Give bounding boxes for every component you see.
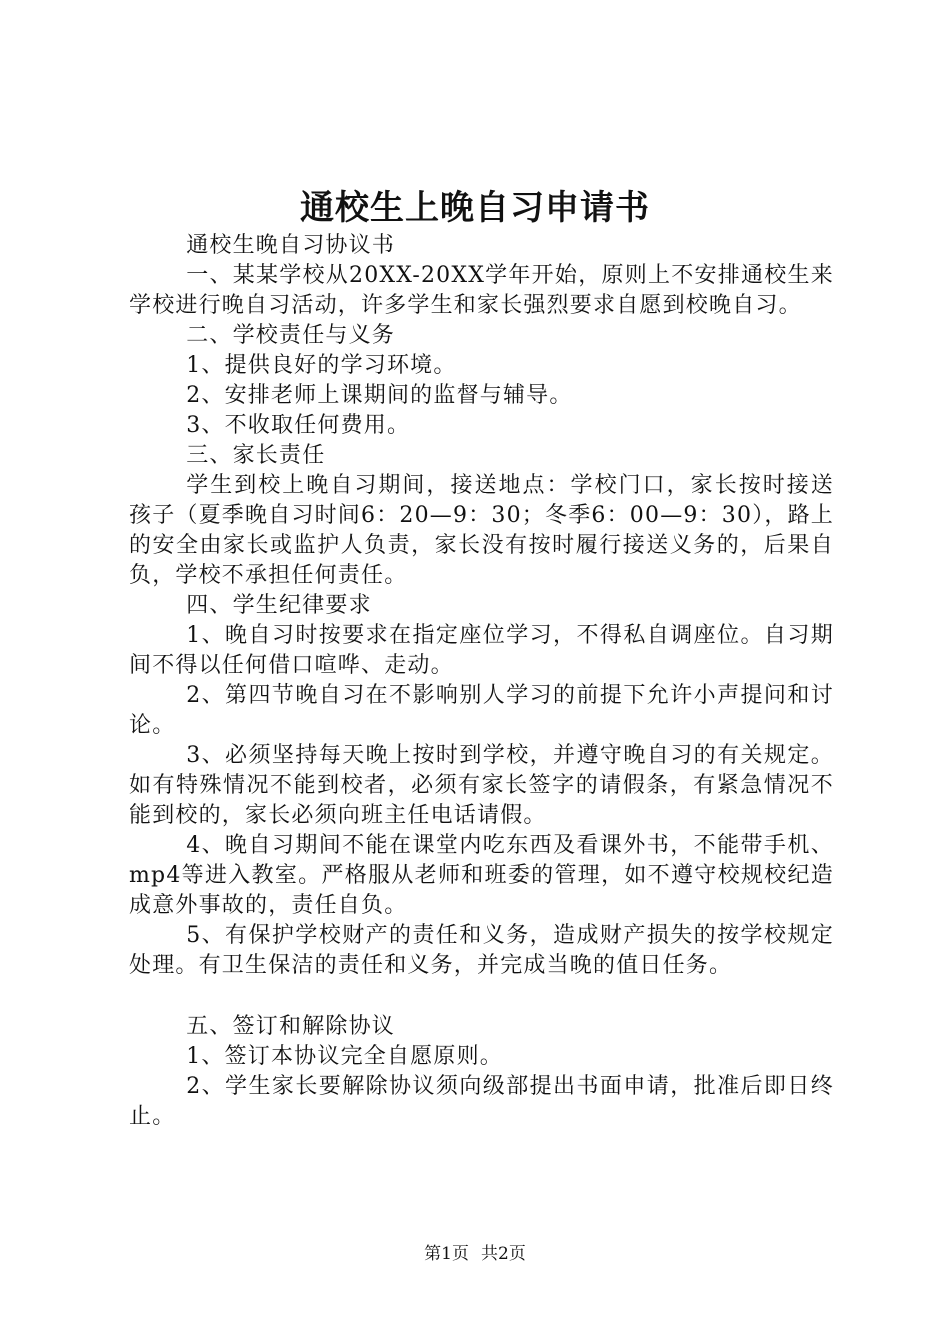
paragraph: 五、签订和解除协议	[186, 1014, 395, 1039]
paragraph: 3、不收取任何费用。	[186, 413, 411, 438]
page-number: 第1页	[424, 1244, 469, 1264]
document-body	[129, 231, 834, 1132]
document-title: 通校生上晚自习申请书	[300, 188, 650, 228]
paragraph: 2、安排老师上课期间的监督与辅导。	[186, 383, 573, 408]
page-total: 共2页	[481, 1244, 526, 1264]
paragraph: 5、有保护学校财产的责任和义务，造成财产损失的按学校规定处理。有卫生保洁的责任和义务，并完成当晚的值日任务。	[129, 923, 834, 978]
paragraph: 二、学校责任与义务	[186, 323, 395, 348]
paragraph: 3、必须坚持每天晚上按时到学校，并遵守晚自习的有关规定。如有特殊情况不能到校者，必须有家长签字的请假条，有紧急情况不能到校的，家长必须向班主任电话请假。	[129, 743, 834, 828]
paragraph: 一、某某学校从20XX-20XX学年开始，原则上不安排通校生来学校进行晚自习活动，许多学生和家长强烈要求自愿到校晚自习。	[129, 263, 834, 318]
paragraph: 1、提供良好的学习环境。	[186, 353, 457, 378]
page-footer	[0, 1242, 950, 1266]
paragraph: 1、晚自习时按要求在指定座位学习，不得私自调座位。自习期间不得以任何借口喧哗、走动。	[129, 623, 834, 678]
paragraph: 学生到校上晚自习期间，接送地点：学校门口，家长按时接送孩子（夏季晚自习时间6：20—9：30；冬季6：00—9：30），路上的安全由家长或监护人负责，家长没有按时履行接送义务的，后果自负，学校不承担任何责任。	[129, 473, 834, 588]
paragraph: 4、晚自习期间不能在课堂内吃东西及看课外书，不能带手机、mp4等进入教室。严格服从老师和班委的管理，如不遵守校规校纪造成意外事故的，责任自负。	[129, 833, 834, 918]
paragraph: 2、第四节晚自习在不影响别人学习的前提下允许小声提问和讨论。	[129, 683, 834, 738]
paragraph: 三、家长责任	[186, 443, 326, 468]
paragraph: 1、签订本协议完全自愿原则。	[186, 1044, 503, 1069]
paragraph: 通校生晚自习协议书	[186, 233, 395, 258]
paragraph: 2、学生家长要解除协议须向级部提出书面申请，批准后即日终止。	[129, 1074, 834, 1129]
paragraph: 四、学生纪律要求	[186, 593, 372, 618]
